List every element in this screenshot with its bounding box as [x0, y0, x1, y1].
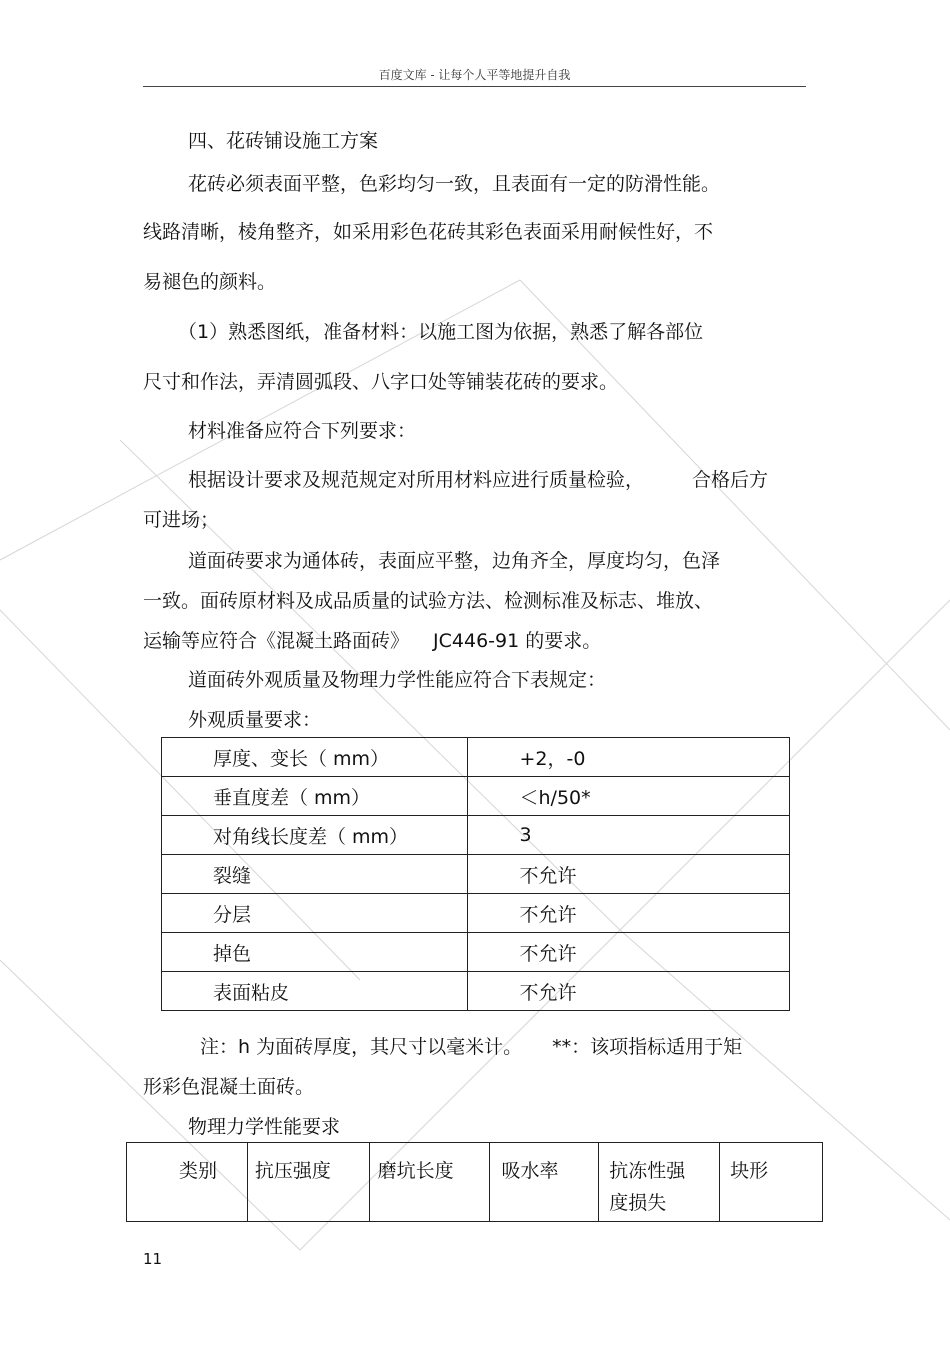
paragraph-line: 花砖必须表面平整，色彩均匀一致，且表面有一定的防滑性能。	[188, 173, 721, 195]
text-segment: 运输等应符合《混凝土路面砖》	[143, 630, 410, 652]
table-header-cell: 类别	[127, 1143, 248, 1222]
table-cell-item: 厚度、变长（ mm）	[162, 738, 468, 777]
paragraph-line	[188, 468, 768, 492]
text-segment: **：该项指标适用于矩	[552, 1036, 743, 1058]
table-header-cell: 磨坑长度	[369, 1143, 490, 1222]
paragraph-line: 物理力学性能要求	[188, 1116, 341, 1138]
text-segment: 根据设计要求及规范规定对所用材料应进行质量检验，	[188, 469, 645, 491]
table-row	[162, 894, 790, 933]
table-cell-item: 垂直度差（ mm）	[162, 777, 468, 816]
table-header-cell: 块形	[720, 1143, 823, 1222]
paragraph-line: 易褪色的颜料。	[143, 271, 277, 293]
table-row	[162, 777, 790, 816]
paragraph-line: 材料准备应符合下列要求：	[188, 420, 417, 442]
table-cell-value: 不允许	[467, 972, 790, 1011]
table-row	[162, 738, 790, 777]
table-cell-value: 不允许	[467, 855, 790, 894]
table-cell-value: +2，-0	[467, 738, 790, 777]
header-divider	[143, 86, 806, 87]
paragraph-line: （1）熟悉图纸，准备材料：以施工图为依据，熟悉了解各部位	[178, 321, 704, 343]
text-segment: 合格后方	[692, 469, 769, 491]
table-cell-item: 分层	[162, 894, 468, 933]
paragraph-line	[143, 629, 601, 653]
table-cell-value: ＜h/50*	[467, 777, 790, 816]
table-cell-item: 对角线长度差（ mm）	[162, 816, 468, 855]
page-header: 百度文库 - 让每个人平等地提升自我	[378, 68, 571, 82]
table-row	[162, 972, 790, 1011]
table-row	[162, 816, 790, 855]
paragraph-line: 线路清晰，棱角整齐，如采用彩色花砖其彩色表面采用耐候性好，不	[143, 221, 714, 243]
table-cell-value: 不允许	[467, 933, 790, 972]
paragraph-line: 道面砖外观质量及物理力学性能应符合下表规定：	[188, 669, 607, 691]
table-cell-value: 3	[467, 816, 790, 855]
table-note	[200, 1035, 742, 1059]
section-heading: 四、花砖铺设施工方案	[188, 130, 379, 152]
table-cell-item: 掉色	[162, 933, 468, 972]
table-row	[162, 933, 790, 972]
table-cell-item: 表面粘皮	[162, 972, 468, 1011]
appearance-quality-table	[161, 737, 790, 1011]
paragraph-line: 道面砖要求为通体砖，表面应平整，边角齐全，厚度均匀，色泽	[188, 550, 721, 572]
paragraph-line: 一致。面砖原材料及成品质量的试验方法、检测标准及标志、堆放、	[143, 590, 714, 612]
text-segment: JC446-91 的要求。	[433, 630, 602, 652]
physical-properties-table	[126, 1142, 823, 1222]
text-segment: 注：h 为面砖厚度，其尺寸以毫米计。	[200, 1036, 523, 1058]
table-header-cell: 吸水率	[490, 1143, 599, 1222]
paragraph-line: 尺寸和作法，弄清圆弧段、八字口处等铺装花砖的要求。	[143, 371, 619, 393]
table-row	[162, 855, 790, 894]
table-cell-value: 不允许	[467, 894, 790, 933]
paragraph-line: 可进场；	[143, 509, 220, 531]
table-header-row	[127, 1143, 823, 1222]
table-cell-item: 裂缝	[162, 855, 468, 894]
table-header-cell: 抗压强度	[247, 1143, 369, 1222]
table-note: 形彩色混凝土面砖。	[143, 1076, 315, 1098]
table-header-cell: 抗冻性强度损失	[599, 1143, 720, 1222]
page-number: 11	[143, 1250, 163, 1268]
paragraph-line: 外观质量要求：	[188, 709, 322, 731]
